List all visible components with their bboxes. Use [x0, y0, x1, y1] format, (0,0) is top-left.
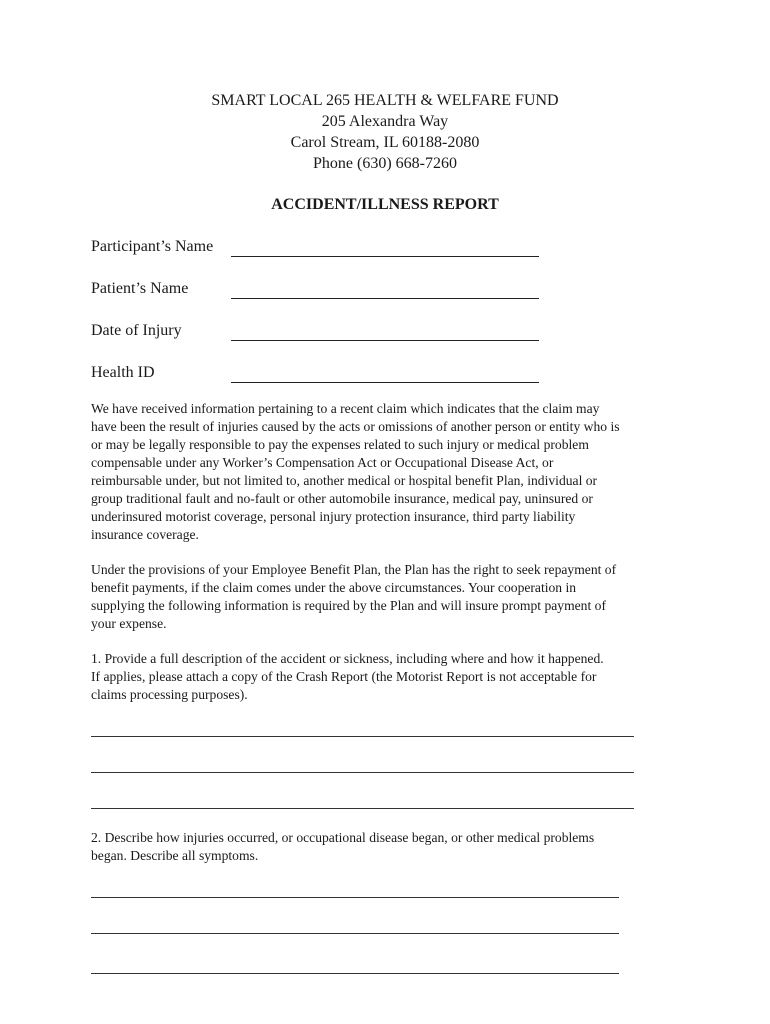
- question-line: 2. Describe how injuries occurred, or occupational disease began, or other medical problems: [91, 830, 595, 845]
- org-phone: Phone (630) 668-7260: [313, 155, 457, 172]
- patient-name-label: Patient’s Name: [91, 280, 189, 297]
- q1-answer-line-2[interactable]: [91, 772, 634, 773]
- claim-notice-paragraph: [91, 400, 691, 544]
- org-name: SMART LOCAL 265 HEALTH & WELFARE FUND: [211, 92, 559, 109]
- participant-name-label: Participant’s Name: [91, 238, 214, 255]
- q1-answer-line-1[interactable]: [91, 736, 634, 737]
- q2-answer-line-2[interactable]: [91, 933, 619, 934]
- question-line: If applies, please attach a copy of the Crash Report (the Motorist Report is not acceptable for: [91, 669, 597, 684]
- health-id-field[interactable]: [231, 382, 539, 383]
- plan-provisions-paragraph: [91, 561, 691, 633]
- question-2: [91, 829, 691, 865]
- paragraph-line: your expense.: [91, 616, 167, 631]
- paragraph-line: group traditional fault and no-fault or other automobile insurance, medical pay, uninsured or: [91, 491, 593, 506]
- org-city: Carol Stream, IL 60188-2080: [290, 134, 480, 151]
- q1-answer-line-3[interactable]: [91, 808, 634, 809]
- letterhead: [0, 90, 770, 174]
- paragraph-line: underinsured motorist coverage, personal injury protection insurance, third party liability: [91, 509, 576, 524]
- question-1: [91, 650, 691, 704]
- report-title: ACCIDENT/ILLNESS REPORT: [271, 196, 499, 213]
- paragraph-line: We have received information pertaining to a recent claim which indicates that the claim may: [91, 401, 600, 416]
- q2-answer-line-3[interactable]: [91, 973, 619, 974]
- question-line: began. Describe all symptoms.: [91, 848, 259, 863]
- paragraph-line: compensable under any Worker’s Compensation Act or Occupational Disease Act, or: [91, 455, 554, 470]
- question-line: claims processing purposes).: [91, 687, 248, 702]
- paragraph-line: Under the provisions of your Employee Benefit Plan, the Plan has the right to seek repayment of: [91, 562, 617, 577]
- health-id-label: Health ID: [91, 364, 155, 381]
- q2-answer-line-1[interactable]: [91, 897, 619, 898]
- paragraph-line: have been the result of injuries caused by the acts or omissions of another person or entity who is: [91, 419, 620, 434]
- patient-name-field[interactable]: [231, 298, 539, 299]
- paragraph-line: insurance coverage.: [91, 527, 199, 542]
- org-street: 205 Alexandra Way: [321, 113, 449, 130]
- paragraph-line: supplying the following information is required by the Plan and will insure prompt payment of: [91, 598, 606, 613]
- paragraph-line: or may be legally responsible to pay the expenses related to such injury or medical problem: [91, 437, 589, 452]
- date-of-injury-field[interactable]: [231, 340, 539, 341]
- participant-name-field[interactable]: [231, 256, 539, 257]
- paragraph-line: benefit payments, if the claim comes under the above circumstances. Your cooperation in: [91, 580, 577, 595]
- date-of-injury-label: Date of Injury: [91, 322, 182, 339]
- question-line: 1. Provide a full description of the accident or sickness, including where and how it happened.: [91, 651, 604, 666]
- paragraph-line: reimbursable under, but not limited to, another medical or hospital benefit Plan, individual or: [91, 473, 598, 488]
